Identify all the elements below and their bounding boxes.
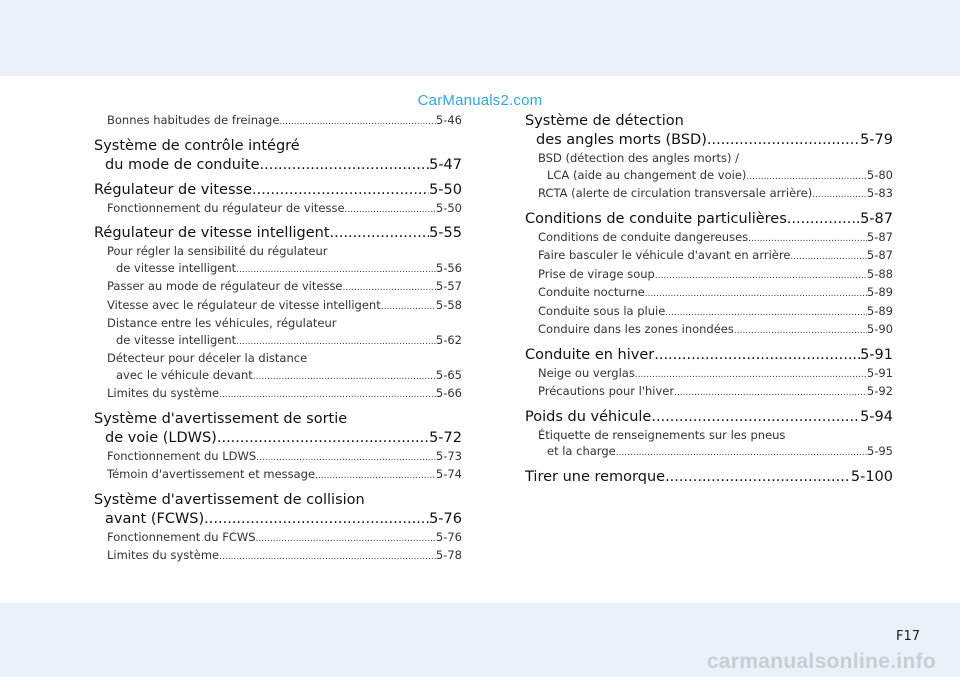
entry-title: Faire basculer le véhicule d'avant en arrière [538, 248, 791, 262]
entry-row [107, 278, 462, 297]
entry-title-line: Système de contrôle intégré [94, 137, 300, 154]
toc-subsection-entry[interactable] [525, 150, 893, 185]
entry-title: Conduire dans les zones inondées [538, 322, 734, 336]
entry-title-line: Pour régler la sensibilité du régulateur [107, 244, 328, 258]
entry-page-number: 5-94 [860, 408, 893, 425]
toc-subsection-entry[interactable] [525, 247, 893, 266]
entry-title: RCTA (alerte de circulation transversale arrière) [538, 186, 813, 200]
dot-leader [645, 284, 867, 303]
entry-page-number: 5-90 [866, 322, 893, 336]
entry-title: Régulateur de vitesse [94, 181, 252, 198]
dot-leader [236, 260, 436, 279]
dot-leader [748, 229, 867, 248]
entry-page-number: 5-91 [866, 365, 893, 380]
entry-title: Bonnes habitudes de freinage [107, 113, 280, 127]
toc-subsection-entry[interactable] [94, 385, 462, 404]
toc-subsection-entry[interactable] [94, 448, 462, 467]
dot-leader [279, 112, 435, 131]
entry-title: Conduite en hiver [525, 346, 655, 363]
dot-leader [217, 429, 429, 448]
entry-row [94, 181, 462, 200]
entry-page-number: 5-88 [866, 266, 893, 281]
bottom-watermark: carmanualsonline.info [706, 650, 936, 673]
toc-subsection-entry[interactable] [94, 200, 462, 219]
entry-page-number: 5-65 [435, 367, 462, 382]
dot-leader [252, 181, 429, 200]
toc-section-entry[interactable] [94, 137, 462, 175]
toc-section-entry[interactable] [94, 181, 462, 200]
entry-page-number: 5-74 [435, 467, 462, 481]
entry-page-number: 5-78 [435, 548, 462, 562]
dot-leader [260, 156, 430, 175]
entry-title: de voie (LDWS) [105, 429, 217, 446]
entry-page-number: 5-50 [435, 200, 462, 215]
entry-title: Fonctionnement du LDWS [107, 448, 257, 463]
dot-leader [746, 167, 866, 186]
entry-row [94, 510, 462, 529]
dot-leader [616, 443, 867, 462]
toc-right-column [525, 112, 893, 487]
entry-page-number: 5-66 [435, 386, 462, 400]
dot-leader [635, 365, 867, 384]
dot-leader [343, 278, 436, 297]
entry-row [107, 332, 462, 351]
toc-subsection-entry[interactable] [525, 284, 893, 303]
dot-leader [256, 529, 436, 548]
entry-title-line: Système d'avertissement de sortie [94, 410, 348, 427]
entry-title: Neige ou verglas [538, 365, 635, 380]
entry-page-number: 5-73 [435, 448, 462, 463]
entry-row [525, 468, 893, 487]
toc-section-entry[interactable] [525, 346, 893, 365]
entry-title-line: Détecteur pour déceler la distance [107, 351, 308, 365]
entry-row [107, 385, 462, 404]
entry-row [94, 224, 462, 243]
dot-leader [665, 468, 851, 487]
dot-leader [315, 466, 436, 485]
entry-title: Conduite nocturne [538, 285, 645, 299]
entry-title: Précautions pour l'hiver [538, 384, 675, 398]
entry-title: avant (FCWS) [105, 510, 205, 527]
entry-row [525, 210, 893, 229]
entry-title: de vitesse intelligent [116, 332, 237, 347]
toc-section-entry[interactable] [525, 408, 893, 427]
entry-page-number: 5-89 [866, 303, 893, 318]
entry-row [525, 408, 893, 427]
entry-page-number: 5-100 [850, 468, 893, 485]
entry-page-number: 5-72 [429, 429, 462, 446]
entry-row [538, 167, 893, 186]
entry-row [107, 260, 462, 279]
entry-page-number: 5-83 [866, 186, 893, 200]
entry-title: Passer au mode de régulateur de vitesse [107, 279, 343, 293]
dot-leader [236, 332, 436, 351]
toc-subsection-entry[interactable] [525, 427, 893, 462]
entry-title: Limites du système [107, 548, 220, 562]
toc-section-entry[interactable] [525, 112, 893, 150]
dot-leader [787, 210, 860, 229]
entry-row [538, 229, 893, 248]
dot-leader [256, 448, 436, 467]
dot-leader [219, 547, 436, 566]
entry-row [107, 112, 462, 131]
entry-title-line: Système de détection [525, 113, 684, 129]
toc-subsection-entry[interactable] [525, 229, 893, 248]
entry-title: Conduite sous la pluie [538, 303, 666, 318]
dot-leader [654, 346, 860, 365]
entry-row [525, 131, 893, 150]
entry-page-number: 5-57 [435, 279, 462, 293]
entry-row [107, 547, 462, 566]
entry-row [107, 297, 462, 316]
entry-row [107, 200, 462, 219]
entry-row [538, 284, 893, 303]
entry-title: des angles morts (BSD) [536, 132, 707, 148]
entry-title: et la charge [547, 444, 616, 458]
dot-leader [381, 297, 436, 316]
entry-title: Poids du véhicule [525, 408, 652, 425]
entry-title: du mode de conduite [105, 156, 260, 173]
top-band [0, 0, 960, 76]
entry-page-number: 5-91 [860, 346, 893, 363]
entry-page-number: 5-79 [860, 132, 893, 148]
entry-page-number: 5-80 [866, 167, 893, 182]
entry-row [94, 429, 462, 448]
dot-leader [345, 200, 436, 219]
toc-subsection-entry[interactable] [94, 297, 462, 316]
entry-row [538, 266, 893, 285]
page-number: F17 [895, 629, 920, 644]
toc-subsection-entry[interactable] [94, 350, 462, 385]
dot-leader [734, 321, 867, 340]
entry-row [538, 247, 893, 266]
entry-title: Prise de virage soup [538, 266, 655, 281]
entry-title-line: BSD (détection des angles morts) / [538, 151, 740, 165]
entry-title: Conditions de conduite particulières [525, 210, 787, 227]
dot-leader [707, 131, 860, 150]
top-watermark: CarManuals2.com [417, 92, 543, 109]
toc-subsection-entry[interactable] [94, 315, 462, 350]
dot-leader [219, 385, 436, 404]
entry-page-number: 5-76 [429, 510, 462, 527]
entry-title: Fonctionnement du FCWS [107, 529, 256, 544]
toc-section-entry[interactable] [525, 210, 893, 229]
entry-page-number: 5-87 [866, 229, 893, 244]
toc-subsection-entry[interactable] [94, 547, 462, 566]
dot-leader [330, 224, 430, 243]
entry-page-number: 5-50 [429, 181, 462, 198]
toc-subsection-entry[interactable] [94, 112, 462, 131]
entry-title: Limites du système [107, 386, 220, 400]
entry-page-number: 5-87 [860, 210, 893, 227]
toc-section-entry[interactable] [94, 410, 462, 448]
dot-leader [674, 383, 867, 402]
entry-page-number: 5-46 [435, 113, 462, 127]
toc-subsection-entry[interactable] [94, 278, 462, 297]
toc-subsection-entry[interactable] [94, 466, 462, 485]
entry-row [538, 383, 893, 402]
dot-leader [651, 408, 860, 427]
entry-row [107, 367, 462, 386]
entry-title-line: Système d'avertissement de collision [94, 491, 365, 508]
entry-title: avec le véhicule devant [116, 367, 253, 382]
entry-title: Conditions de conduite dangereuses [538, 229, 749, 244]
toc-section-entry[interactable] [525, 468, 893, 487]
entry-page-number: 5-47 [429, 156, 462, 173]
toc-section-entry[interactable] [94, 491, 462, 529]
dot-leader [253, 367, 436, 386]
toc-section-entry[interactable] [94, 224, 462, 243]
entry-title-line: Étiquette de renseignements sur les pneus [538, 427, 786, 442]
entry-title: Tirer une remorque [525, 468, 666, 485]
entry-title: de vitesse intelligent [116, 260, 237, 275]
dot-leader [812, 185, 867, 204]
entry-title: Fonctionnement du régulateur de vitesse [107, 200, 345, 215]
entry-page-number: 5-92 [866, 384, 893, 398]
entry-page-number: 5-55 [429, 225, 462, 241]
entry-row [107, 529, 462, 548]
toc-subsection-entry[interactable] [94, 243, 462, 278]
entry-title-line: Distance entre les véhicules, régulateur [107, 316, 337, 330]
entry-page-number: 5-89 [866, 285, 893, 299]
toc-subsection-entry[interactable] [525, 185, 893, 204]
entry-row [107, 466, 462, 485]
dot-leader [790, 247, 866, 266]
entry-title: Témoin d'avertissement et message [107, 467, 316, 481]
entry-page-number: 5-76 [435, 529, 462, 544]
toc-subsection-entry[interactable] [525, 266, 893, 285]
entry-row [538, 443, 893, 462]
toc-subsection-entry[interactable] [525, 365, 893, 384]
entry-row [538, 321, 893, 340]
entry-page-number: 5-95 [866, 444, 893, 458]
toc-subsection-entry[interactable] [525, 303, 893, 322]
entry-page-number: 5-56 [435, 260, 462, 275]
dot-leader [655, 266, 867, 285]
entry-row [94, 156, 462, 175]
entry-row [538, 303, 893, 322]
toc-left-column [94, 112, 462, 566]
entry-row [107, 448, 462, 467]
entry-row [538, 365, 893, 384]
entry-page-number: 5-58 [435, 297, 462, 312]
entry-title: LCA (aide au changement de voie) [547, 167, 747, 182]
entry-page-number: 5-87 [866, 248, 893, 262]
entry-title: Régulateur de vitesse intelligent [94, 225, 330, 241]
toc-subsection-entry[interactable] [525, 321, 893, 340]
entry-row [525, 346, 893, 365]
toc-subsection-entry[interactable] [525, 383, 893, 402]
entry-title: Vitesse avec le régulateur de vitesse intelligent [107, 297, 381, 312]
toc-subsection-entry[interactable] [94, 529, 462, 548]
dot-leader [665, 303, 867, 322]
entry-page-number: 5-62 [435, 332, 462, 347]
entry-row [538, 185, 893, 204]
dot-leader [204, 510, 429, 529]
